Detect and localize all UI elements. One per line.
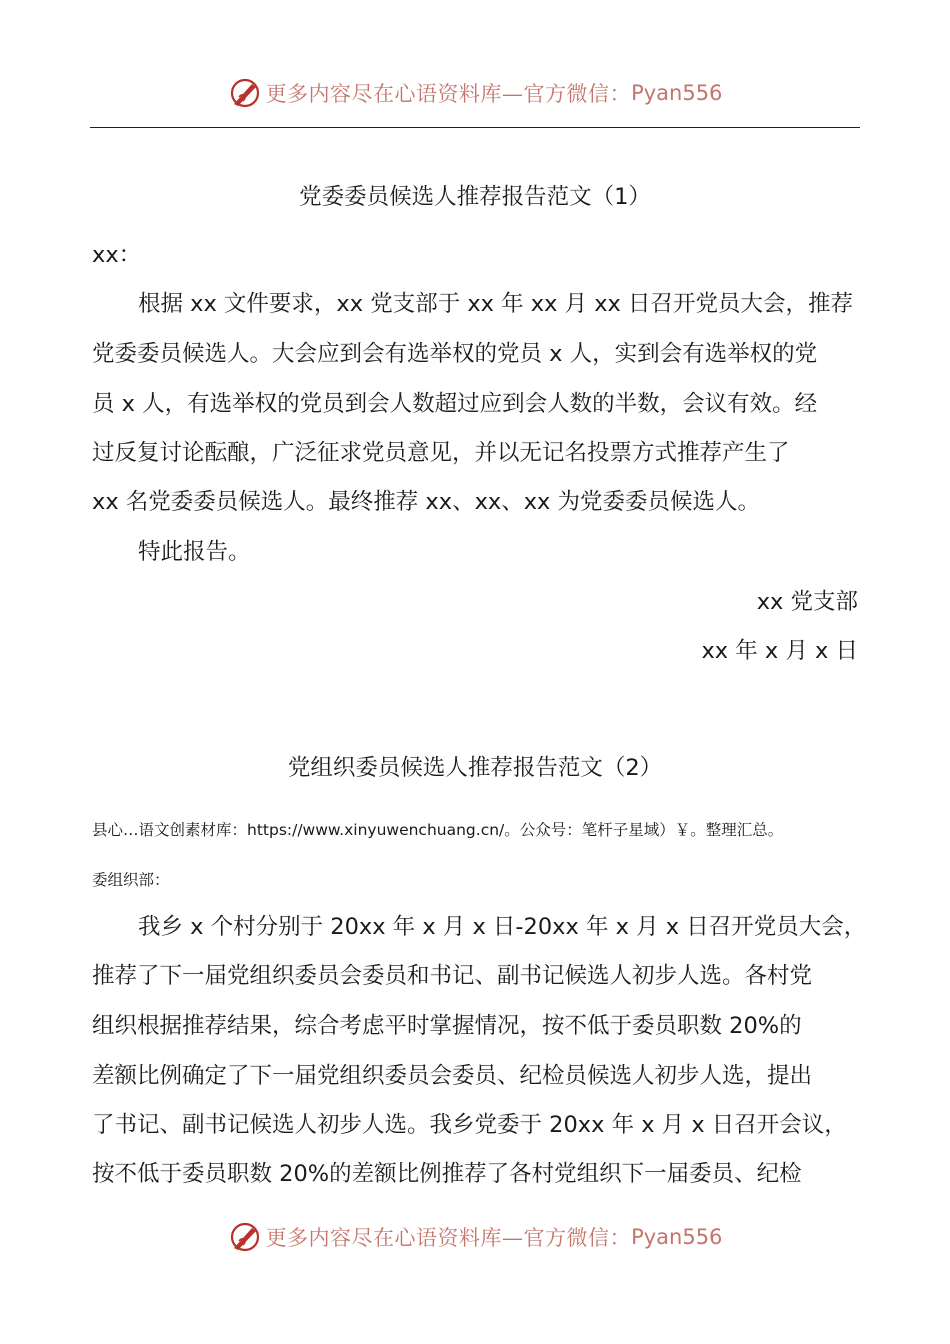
section1-paragraph-line: 过反复讨论酝酿，广泛征求党员意见，并以无记名投票方式推荐产生了 xyxy=(92,440,790,466)
pen-logo-icon xyxy=(228,76,262,110)
banner-text: 更多内容尽在心语资料库—官方微信： xyxy=(265,82,632,106)
footer-banner xyxy=(0,1217,950,1257)
section2-paragraph-line: 了书记、副书记候选人初步人选。我乡党委于 20xx 年 x 月 x 日召开会议， xyxy=(92,1112,847,1138)
banner-text: 更多内容尽在心语资料库—官方微信： xyxy=(265,1226,632,1250)
section1-paragraph-line: 根据 xx 文件要求，xx 党支部于 xx 年 xx 月 xx 日召开党员大会，推荐 xyxy=(138,291,854,317)
section2-source-note: 县心…语文创素材库：https://www.xinyuwenchuang.cn/。公众号：笔杆子星域）￥。整理汇总。 xyxy=(92,821,784,839)
section1-paragraph-line: xx 名党委委员候选人。最终推荐 xx、xx、xx 为党委委员候选人。 xyxy=(92,489,760,515)
section2-title: 党组织委员候选人推荐报告范文（2） xyxy=(287,755,663,781)
section1-signature-org: xx 党支部 xyxy=(756,589,858,615)
section2-paragraph-line: 推荐了下一届党组织委员会委员和书记、副书记候选人初步人选。各村党 xyxy=(92,963,813,989)
section1-salutation: xx： xyxy=(92,242,142,268)
section2-paragraph-line: 按不低于委员职数 20%的差额比例推荐了各村党组织下一届委员、纪检 xyxy=(92,1161,802,1187)
section2-paragraph-line: 差额比例确定了下一届党组织委员会委员、纪检员候选人初步人选，提出 xyxy=(92,1063,813,1089)
header-rule xyxy=(90,127,860,128)
section2-paragraph-line: 我乡 x 个村分别于 20xx 年 x 月 x 日-20xx 年 x 月 x 日召开党员大会， xyxy=(138,914,867,940)
section1-paragraph-line: 员 x 人，有选举权的党员到会人数超过应到会人数的半数，会议有效。经 xyxy=(92,391,818,417)
pen-logo-icon xyxy=(228,1220,262,1254)
banner-wechat-id: Pyan556 xyxy=(631,81,723,105)
header-banner xyxy=(0,73,950,113)
section2-paragraph-line: 组织根据推荐结果，综合考虑平时掌握情况，按不低于委员职数 20%的 xyxy=(92,1013,802,1039)
section2-addressee: 委组织部： xyxy=(92,871,170,889)
section1-signature-date: xx 年 x 月 x 日 xyxy=(701,638,858,664)
section1-paragraph-line: 党委委员候选人。大会应到会有选举权的党员 x 人，实到会有选举权的党 xyxy=(92,341,818,367)
section1-title: 党委委员候选人推荐报告范文（1） xyxy=(299,184,651,210)
banner-wechat-id: Pyan556 xyxy=(631,1225,723,1249)
section1-closing: 特此报告。 xyxy=(138,539,251,565)
